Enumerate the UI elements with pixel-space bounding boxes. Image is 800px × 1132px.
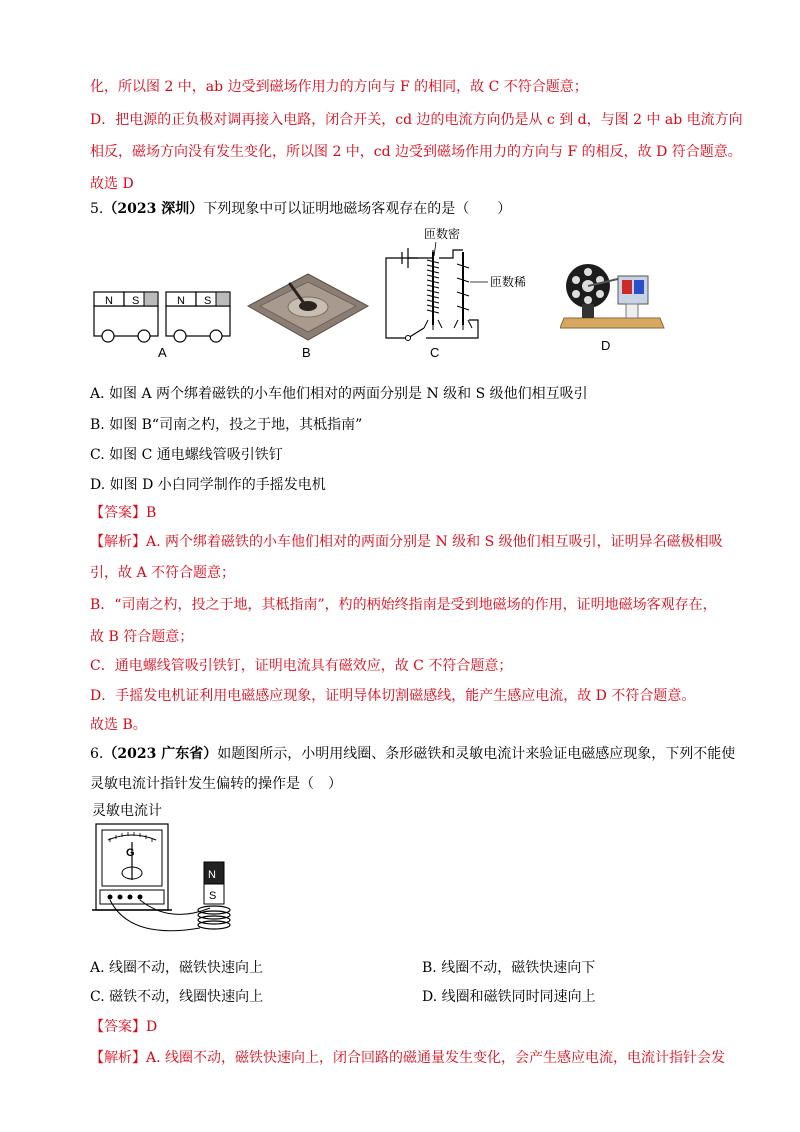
magnet-s-label-1: S [132, 295, 140, 307]
q6-analysis-line-1: 【解析】A. 线圈不动，磁铁快速向上，闭合回路的磁通量发生变化，会产生感应电流，电流计指针会发 [90, 1050, 726, 1066]
q5-analysis-line-4: 故 B 符合题意； [90, 629, 194, 645]
magnet-s-label: S [209, 890, 217, 902]
question-5-stem [90, 199, 511, 219]
figure-b-sinan [246, 270, 371, 345]
dense-coil-label: 匝数密 [424, 227, 461, 241]
magnet-n-label-2: N [177, 295, 185, 307]
q5-option-d: D. 如图 D 小白同学制作的手摇发电机 [90, 477, 326, 493]
q5-analysis-conclusion: 故选 B。 [90, 717, 147, 733]
q5-analysis-line-6: D．手摇发电机证利用电磁感应现象，证明导体切割磁感线，能产生感应电流，故 D 不符合题意。 [90, 688, 696, 704]
magnet-s-label-2: S [204, 295, 212, 307]
figure-b-label: B [302, 345, 311, 360]
prev-analysis-line-2: D．把电源的正负极对调再接入电路，闭合开关，cd 边的电流方向仍是从 c 到 d，与图 2 中 ab 电流方向 [90, 112, 743, 128]
q5-option-c: C. 如图 C 通电螺线管吸引铁钉 [90, 447, 283, 463]
q6-answer: 【答案】D [90, 1019, 158, 1035]
q6-option-b: B. 线圈不动，磁铁快速向下 [422, 960, 596, 976]
figure-galvanometer-setup [90, 818, 250, 938]
question-source: （2023 深圳） [103, 201, 204, 217]
q5-option-a: A. 如图 A 两个绑着磁铁的小车他们相对的两面分别是 N 级和 S 级他们相互吸引 [90, 386, 588, 402]
figure-c-label: C [430, 345, 440, 360]
q5-analysis-line-2: 引，故 A 不符合题意； [90, 565, 236, 581]
galvanometer-g-label: G [126, 847, 135, 859]
q5-option-b: B. 如图 B“司南之杓，投之于地，其柢指南” [90, 417, 363, 433]
q5-analysis-line-3: B．“司南之杓，投之于地，其柢指南”，杓的柄始终指南是受到地磁场的作用，证明地磁场客观存在， [90, 597, 717, 613]
q6-option-a: A. 线圈不动，磁铁快速向上 [90, 960, 264, 976]
prev-answer-conclusion: 故选 D [90, 176, 134, 192]
question-6-stem-line-2: 灵敏电流计指针发生偏转的操作是（ ） [90, 776, 342, 792]
prev-analysis-line-1: 化，所以图 2 中，ab 边受到磁场作用力的方向与 F 的相同，故 C 不符合题意； [90, 79, 588, 95]
question-number: 5. [90, 201, 104, 217]
magnet-n-label-1: N [105, 295, 113, 307]
prev-analysis-line-3: 相反，磁场方向没有发生变化，所以图 2 中，cd 边受到磁场作用力的方向与 F 的相反，故 D 符合题意。 [90, 144, 742, 160]
question-text: 如题图所示，小明用线圈、条形磁铁和灵敏电流计来验证电磁感应现象，下列不能使 [217, 746, 736, 762]
magnet-n-label: N [208, 869, 216, 881]
q5-answer: 【答案】B [90, 505, 157, 521]
figure-d-hand-generator [560, 258, 665, 333]
galvanometer-title: 灵敏电流计 [92, 802, 162, 818]
q5-analysis-line-5: C．通电螺线管吸引铁钉，证明电流具有磁效应，故 C 不符合题意； [90, 658, 513, 674]
figure-a-magnet-carts [90, 288, 240, 348]
question-6-stem-line-1 [90, 744, 735, 764]
question-number: 6. [90, 746, 104, 762]
q5-analysis-line-1: 【解析】A. 两个绑着磁铁的小车他们相对的两面分别是 N 级和 S 级他们相互吸引，证明异名磁极相吸 [90, 534, 723, 550]
sparse-coil-label: 匝数稀 [490, 275, 527, 289]
question-text: 下列现象中可以证明地磁场客观存在的是（ ） [203, 201, 512, 217]
q6-option-c: C. 磁铁不动，线圈快速向上 [90, 989, 264, 1005]
question-source: （2023 广东省） [103, 746, 218, 762]
figure-c-electromagnets [378, 220, 548, 355]
figure-d-label: D [601, 338, 611, 353]
q6-option-d: D. 线圈和磁铁同时同速向上 [422, 989, 596, 1005]
figure-a-label: A [158, 345, 167, 360]
